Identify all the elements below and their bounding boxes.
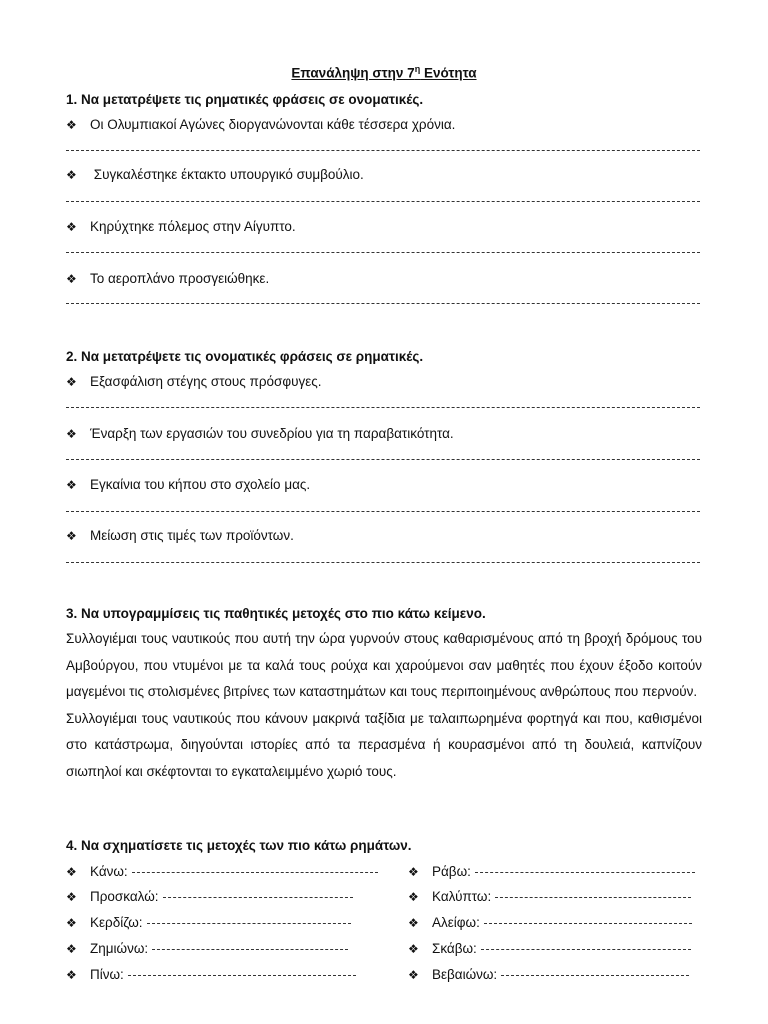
answer-line[interactable] [501, 975, 689, 976]
bullet-icon: ❖ [66, 272, 77, 286]
verb-item-right-4: ❖ Σκάβω: [408, 941, 691, 956]
verb-item-left-3: ❖ Κερδίζω: [66, 915, 351, 930]
bullet-icon: ❖ [66, 168, 77, 182]
bullet-icon: ❖ [66, 375, 77, 389]
bullet-icon: ❖ [66, 968, 77, 982]
bullet-icon: ❖ [66, 890, 77, 904]
verb-item-right-1: ❖ Ράβω: [408, 864, 695, 879]
answer-line[interactable] [66, 201, 700, 202]
verb-item-right-2: ❖ Καλύπτω: [408, 889, 691, 904]
answer-line[interactable] [163, 897, 353, 898]
answer-line[interactable] [66, 407, 700, 408]
question-2-heading: 2. Να μετατρέψετε τις ονοματικές φράσεις σε ρηματικές. [66, 349, 424, 364]
bullet-icon: ❖ [66, 220, 77, 234]
passage-paragraph-2: Συλλογιέμαι τους ναυτικούς που κάνουν μακρινά ταξίδια με ταλαιπωρημένα φορτηγά και που, καθισμένοι στο κατάστρωμα, διηγούνται ιστορίες από τα περασμένα ή κουρασμένοι από τη δουλειά, καπνίζουν σιωπηλοί και σκέφτονται το εγκαταλειμμένο χωριό τους. [66, 710, 702, 779]
bullet-icon: ❖ [408, 916, 419, 930]
bullet-icon: ❖ [66, 942, 77, 956]
bullet-icon: ❖ [408, 865, 419, 879]
bullet-icon: ❖ [408, 968, 419, 982]
bullet-icon: ❖ [66, 478, 77, 492]
answer-line[interactable] [66, 511, 700, 512]
passage-paragraph-1: Συλλογιέμαι τους ναυτικούς που αυτή την ώρα γυρνούν στους καθαρισμένους από τη βροχή δρόμους του Αμβούργου, που ντυμένοι με τα καλά τους ρούχα και χαρούμενοι σαν μαθητές που έχουν έξοδο κοιτούν μαγεμένοι τις στολισμένες βιτρίνες των καταστημάτων και τους περιποιημένους ανθρώπους που περνούν. [66, 631, 702, 699]
verb-item-left-5: ❖ Πίνω: [66, 967, 356, 982]
q3-passage [66, 626, 702, 785]
bullet-icon: ❖ [408, 942, 419, 956]
verb-item-left-1: ❖ Κάνω: [66, 864, 378, 879]
q2-item-2: ❖ Έναρξη των εργασιών του συνεδρίου για τη παραβατικότητα. [66, 426, 454, 441]
answer-line[interactable] [66, 459, 700, 460]
answer-line[interactable] [152, 949, 348, 950]
answer-line[interactable] [132, 872, 378, 873]
bullet-icon: ❖ [408, 890, 419, 904]
question-1-heading: 1. Να μετατρέψετε τις ρηματικές φράσεις σε ονοματικές. [66, 92, 424, 107]
answer-line[interactable] [484, 923, 692, 924]
answer-line[interactable] [147, 923, 351, 924]
answer-line[interactable] [495, 897, 691, 898]
q1-item-2: ❖ Συγκαλέστηκε έκτακτο υπουργικό συμβούλιο. [66, 167, 364, 182]
answer-line[interactable] [481, 949, 691, 950]
verb-item-right-3: ❖ Αλείφω: [408, 915, 692, 930]
q2-item-1: ❖ Εξασφάλιση στέγης στους πρόσφυγες. [66, 374, 322, 389]
q2-item-3: ❖ Εγκαίνια του κήπου στο σχολείο μας. [66, 477, 311, 492]
answer-line[interactable] [66, 562, 700, 563]
question-4-heading: 4. Να σχηματίσετε τις μετοχές των πιο κάτω ρημάτων. [66, 838, 412, 853]
answer-line[interactable] [128, 975, 356, 976]
question-3-heading: 3. Να υπογραμμίσεις τις παθητικές μετοχές στο πιο κάτω κείμενο. [66, 606, 486, 621]
q1-item-3: ❖ Κηρύχτηκε πόλεμος στην Αίγυπτο. [66, 219, 296, 234]
answer-line[interactable] [66, 252, 700, 253]
verb-item-right-5: ❖ Βεβαιώνω: [408, 967, 689, 982]
q1-item-1: ❖ Οι Ολυμπιακοί Αγώνες διοργανώνονται κάθε τέσσερα χρόνια. [66, 117, 456, 132]
bullet-icon: ❖ [66, 916, 77, 930]
bullet-icon: ❖ [66, 427, 77, 441]
verb-item-left-4: ❖ Ζημιώνω: [66, 941, 348, 956]
q1-item-4: ❖ Το αεροπλάνο προσγειώθηκε. [66, 271, 270, 286]
answer-line[interactable] [66, 150, 700, 151]
q2-item-4: ❖ Μείωση στις τιμές των προϊόντων. [66, 528, 294, 543]
verb-item-left-2: ❖ Προσκαλώ: [66, 889, 353, 904]
bullet-icon: ❖ [66, 529, 77, 543]
bullet-icon: ❖ [66, 118, 77, 132]
answer-line[interactable] [475, 872, 695, 873]
page-title: Επανάληψη στην $7^\eta$ Ενότητα [291, 64, 477, 81]
answer-line[interactable] [66, 303, 700, 304]
bullet-icon: ❖ [66, 865, 77, 879]
